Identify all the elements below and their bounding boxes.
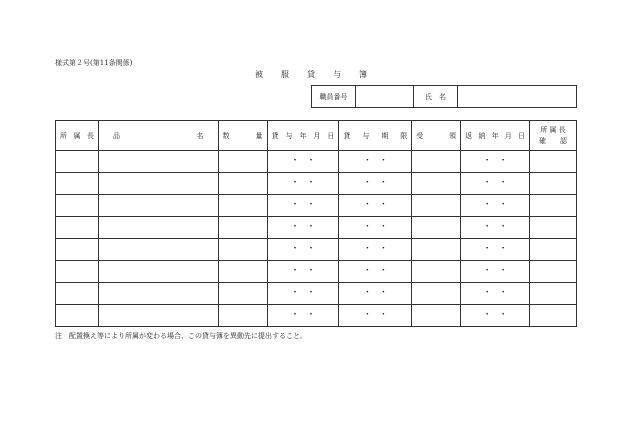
cell-item-name[interactable]: [98, 217, 218, 239]
cell-return-date[interactable]: [461, 305, 530, 327]
cell-receipt[interactable]: [412, 283, 461, 305]
confirm-line-1: 所 属 長: [540, 125, 566, 134]
date-separator: ・: [306, 200, 316, 210]
staff-name-label: 氏 名: [414, 86, 458, 108]
date-separator: ・: [482, 222, 492, 232]
cell-loan-period[interactable]: [339, 195, 412, 217]
cell-item-name[interactable]: [98, 195, 218, 217]
cell-loan-period[interactable]: [339, 261, 412, 283]
header-char: 期: [381, 131, 389, 140]
cell-return-date[interactable]: [461, 173, 530, 195]
date-separator: ・: [378, 156, 388, 166]
date-separator: ・: [362, 156, 372, 166]
header-char: 受: [416, 131, 424, 140]
cell-quantity[interactable]: [218, 283, 267, 305]
header-char: 貸: [343, 131, 351, 140]
date-separator: ・: [498, 266, 508, 276]
staff-id-field[interactable]: [356, 86, 414, 108]
date-separator: ・: [482, 266, 492, 276]
cell-head-confirmation[interactable]: [530, 239, 577, 261]
ledger-row: [56, 239, 577, 261]
header-char: 所: [60, 131, 67, 140]
date-separator: ・: [362, 244, 372, 254]
date-separator: ・: [482, 288, 492, 298]
form-number: 様式第２号(第11条関係): [55, 59, 133, 67]
header-char: 数: [222, 131, 230, 140]
date-separator: ・: [498, 178, 508, 188]
cell-affiliation-head[interactable]: [56, 151, 99, 173]
date-separator: ・: [290, 288, 300, 298]
header-char: 日: [327, 131, 335, 140]
cell-loan-date[interactable]: [267, 217, 339, 239]
ledger-body: [56, 151, 577, 327]
cell-affiliation-head[interactable]: [56, 195, 99, 217]
cell-receipt[interactable]: [412, 151, 461, 173]
date-separator: ・: [482, 310, 492, 320]
header-char: 属: [73, 131, 81, 140]
ledger-row: [56, 305, 577, 327]
cell-affiliation-head[interactable]: [56, 261, 99, 283]
date-separator: ・: [362, 178, 372, 188]
date-separator: ・: [362, 310, 372, 320]
header-affiliation-head: [56, 121, 99, 151]
header-char: 月: [313, 131, 321, 140]
cell-affiliation-head[interactable]: [56, 305, 99, 327]
ledger-row: [56, 195, 577, 217]
date-separator: ・: [290, 266, 300, 276]
date-separator: ・: [306, 244, 316, 254]
header-char: 与: [285, 131, 293, 140]
date-separator: ・: [290, 156, 300, 166]
cell-item-name[interactable]: [98, 239, 218, 261]
header-loan-period: [339, 121, 412, 151]
cell-head-confirmation[interactable]: [530, 261, 577, 283]
date-separator: ・: [290, 244, 300, 254]
header-quantity: [218, 121, 267, 151]
date-separator: ・: [306, 310, 316, 320]
date-separator: ・: [378, 222, 388, 232]
date-separator: ・: [482, 156, 492, 166]
cell-affiliation-head[interactable]: [56, 239, 99, 261]
cell-affiliation-head[interactable]: [56, 173, 99, 195]
cell-item-name[interactable]: [98, 305, 218, 327]
cell-head-confirmation[interactable]: [530, 195, 577, 217]
cell-quantity[interactable]: [218, 239, 267, 261]
ledger-row: [56, 283, 577, 305]
header-char: 月: [504, 131, 512, 140]
cell-quantity[interactable]: [218, 217, 267, 239]
date-separator: ・: [290, 178, 300, 188]
cell-return-date[interactable]: [461, 217, 530, 239]
header-char: 日: [518, 131, 526, 140]
date-separator: ・: [378, 178, 388, 188]
date-separator: ・: [378, 266, 388, 276]
header-char: 領: [449, 131, 457, 140]
header-char: 品: [112, 131, 120, 140]
header-char: 貸: [271, 131, 279, 140]
cell-loan-period[interactable]: [339, 173, 412, 195]
cell-head-confirmation[interactable]: [530, 151, 577, 173]
header-char: 長: [86, 131, 94, 140]
cell-receipt[interactable]: [412, 305, 461, 327]
cell-loan-period[interactable]: [339, 217, 412, 239]
ledger-row: [56, 151, 577, 173]
header-char: 限: [400, 131, 408, 140]
ledger-row: [56, 173, 577, 195]
date-separator: ・: [378, 310, 388, 320]
header-item-name: [98, 121, 218, 151]
date-separator: ・: [362, 266, 372, 276]
date-separator: ・: [498, 244, 508, 254]
cell-receipt[interactable]: [412, 217, 461, 239]
cell-quantity[interactable]: [218, 305, 267, 327]
cell-quantity[interactable]: [218, 195, 267, 217]
staff-id-label: 職員番号: [312, 86, 356, 108]
cell-return-date[interactable]: [461, 239, 530, 261]
cell-return-date[interactable]: [461, 151, 530, 173]
header-char: 年: [299, 131, 307, 140]
cell-head-confirmation[interactable]: [530, 283, 577, 305]
date-separator: ・: [378, 200, 388, 210]
cell-loan-date[interactable]: [267, 283, 339, 305]
date-separator: ・: [290, 310, 300, 320]
cell-receipt[interactable]: [412, 195, 461, 217]
cell-loan-period[interactable]: [339, 239, 412, 261]
cell-item-name[interactable]: [98, 261, 218, 283]
staff-name-field[interactable]: [458, 86, 577, 108]
cell-item-name[interactable]: [98, 283, 218, 305]
ledger-header-row: [56, 121, 577, 151]
date-separator: ・: [362, 288, 372, 298]
header-loan-date: [267, 121, 339, 151]
header-char: 量: [255, 131, 263, 140]
cell-item-name[interactable]: [98, 151, 218, 173]
date-separator: ・: [362, 222, 372, 232]
date-separator: ・: [306, 178, 316, 188]
cell-head-confirmation[interactable]: [530, 305, 577, 327]
ledger-row: [56, 261, 577, 283]
date-separator: ・: [290, 200, 300, 210]
date-separator: ・: [378, 288, 388, 298]
header-head-confirmation: [530, 121, 577, 151]
cell-return-date[interactable]: [461, 261, 530, 283]
staff-info-table: [311, 85, 577, 108]
cell-item-name[interactable]: [98, 173, 218, 195]
confirm-line-2: 確 認: [539, 136, 568, 145]
header-char: 年: [491, 131, 499, 140]
cell-return-date[interactable]: [461, 195, 530, 217]
date-separator: ・: [306, 266, 316, 276]
cell-loan-date[interactable]: [267, 195, 339, 217]
header-char: 納: [478, 131, 486, 140]
date-separator: ・: [498, 222, 508, 232]
date-separator: ・: [482, 244, 492, 254]
date-separator: ・: [498, 288, 508, 298]
cell-head-confirmation[interactable]: [530, 173, 577, 195]
date-separator: ・: [306, 222, 316, 232]
date-separator: ・: [306, 288, 316, 298]
date-separator: ・: [498, 310, 508, 320]
cell-loan-date[interactable]: [267, 173, 339, 195]
date-separator: ・: [362, 200, 372, 210]
cell-loan-date[interactable]: [267, 151, 339, 173]
cell-receipt[interactable]: [412, 261, 461, 283]
cell-loan-period[interactable]: [339, 283, 412, 305]
cell-loan-date[interactable]: [267, 239, 339, 261]
date-separator: ・: [482, 178, 492, 188]
header-char: 返: [465, 131, 473, 140]
cell-quantity[interactable]: [218, 151, 267, 173]
footnote: 注 配置換え等により所属が変わる場合、この貸与簿を異動先に提出すること。: [55, 332, 307, 340]
cell-receipt[interactable]: [412, 239, 461, 261]
cell-loan-period[interactable]: [339, 151, 412, 173]
date-separator: ・: [498, 200, 508, 210]
header-receipt: [412, 121, 461, 151]
header-return-date: [461, 121, 530, 151]
header-char: 与: [362, 131, 370, 140]
cell-head-confirmation[interactable]: [530, 217, 577, 239]
date-separator: ・: [290, 222, 300, 232]
header-char: 名: [196, 131, 204, 140]
cell-return-date[interactable]: [461, 283, 530, 305]
date-separator: ・: [378, 244, 388, 254]
cell-affiliation-head[interactable]: [56, 283, 99, 305]
cell-affiliation-head[interactable]: [56, 217, 99, 239]
cell-receipt[interactable]: [412, 173, 461, 195]
cell-quantity[interactable]: [218, 173, 267, 195]
date-separator: ・: [306, 156, 316, 166]
cell-loan-date[interactable]: [267, 261, 339, 283]
cell-loan-date[interactable]: [267, 305, 339, 327]
date-separator: ・: [482, 200, 492, 210]
document-title: 被服貸与簿: [255, 70, 385, 79]
cell-loan-period[interactable]: [339, 305, 412, 327]
loan-ledger-table: [55, 120, 577, 327]
cell-quantity[interactable]: [218, 261, 267, 283]
ledger-row: [56, 217, 577, 239]
date-separator: ・: [498, 156, 508, 166]
